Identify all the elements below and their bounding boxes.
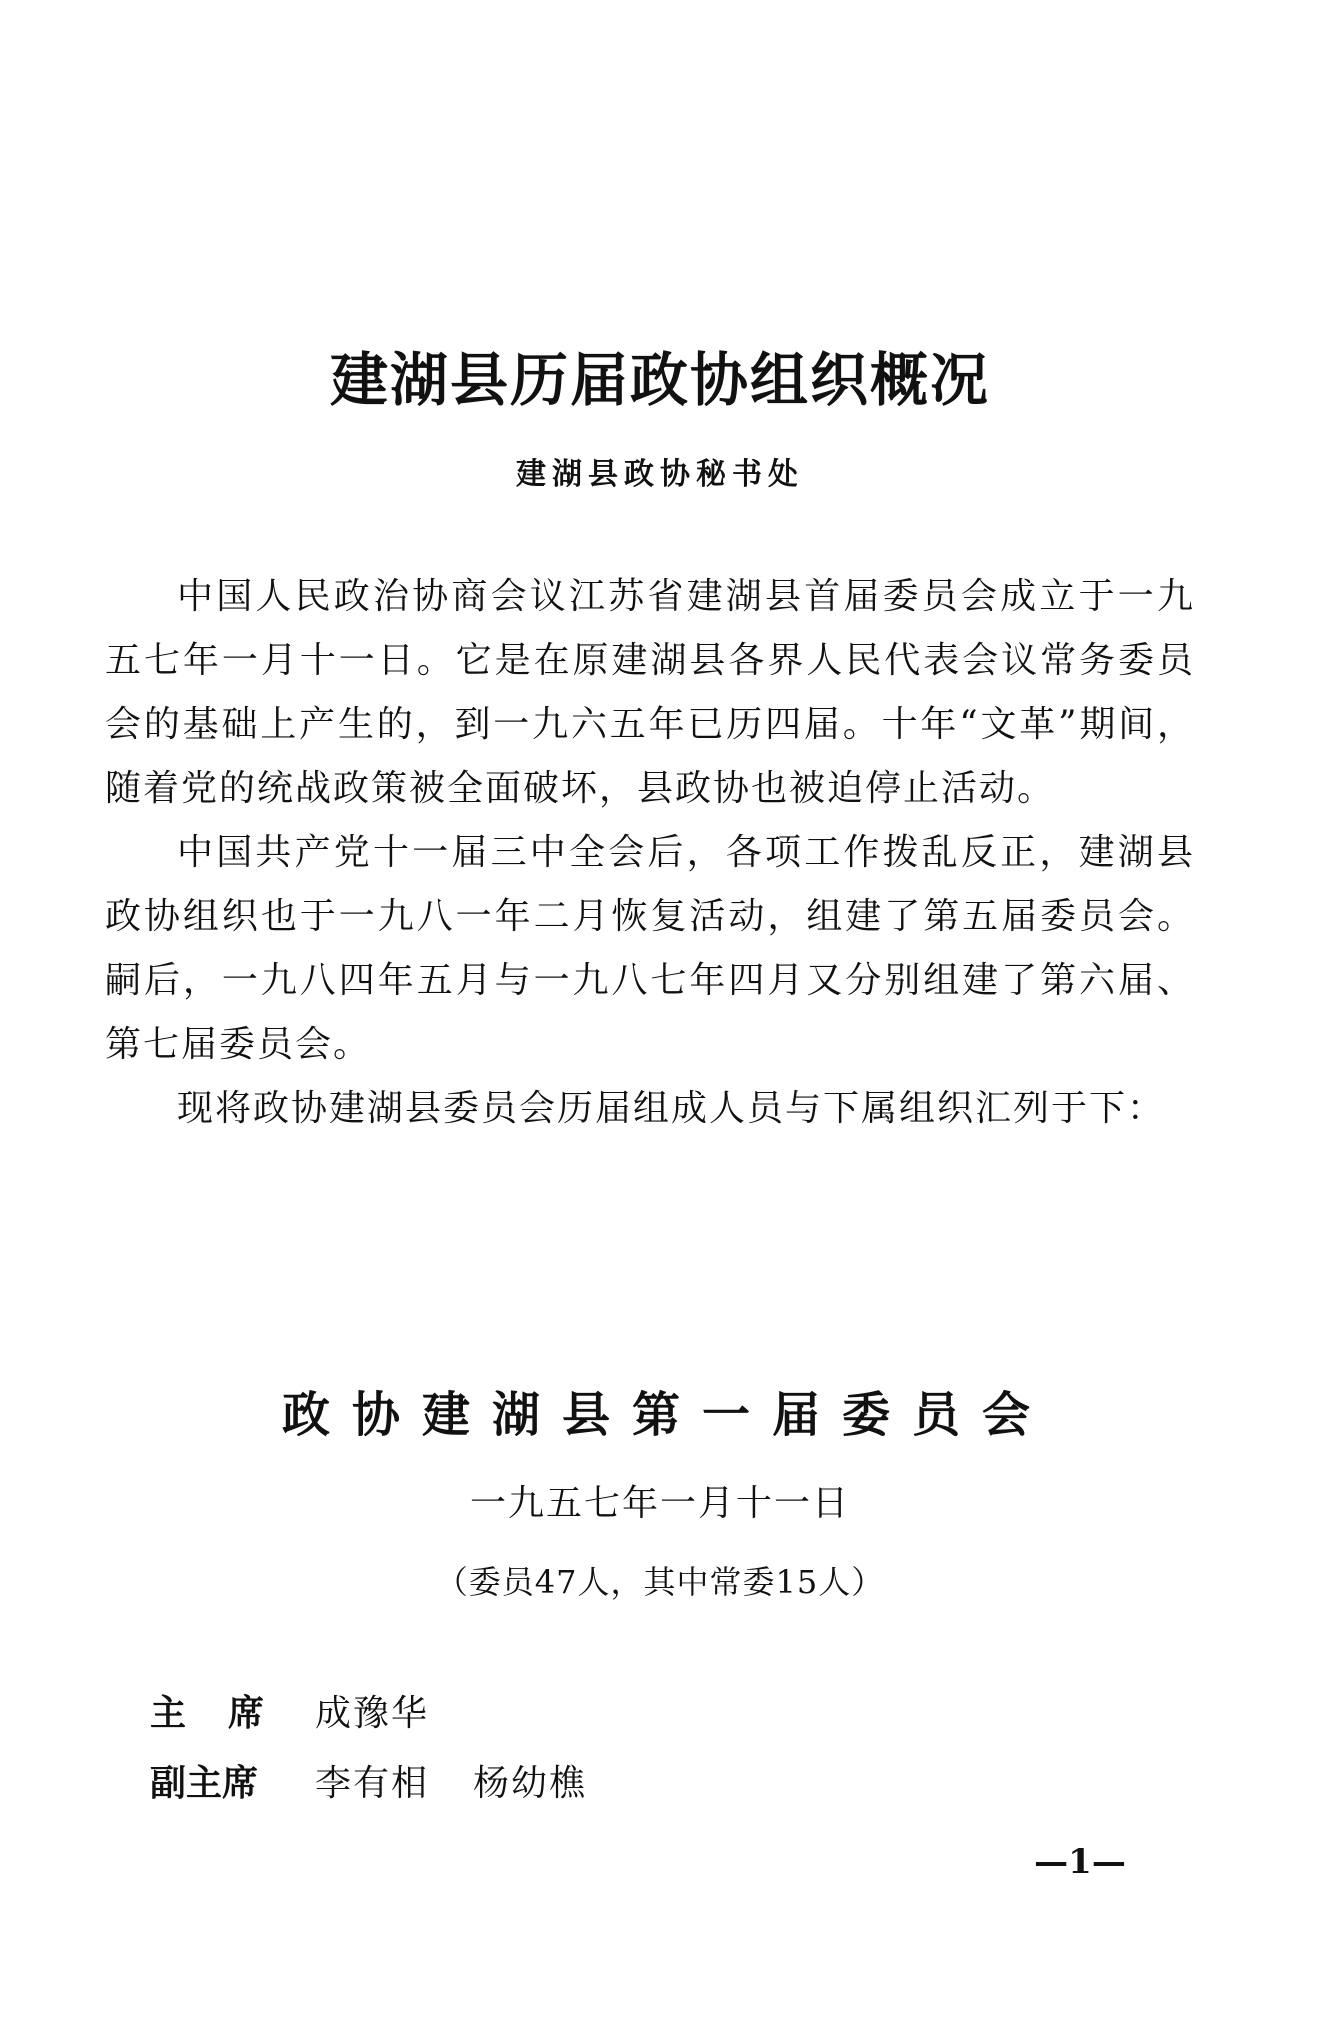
roster-names — [315, 1755, 587, 1806]
roster-row-vice-chairman — [150, 1745, 1050, 1815]
roster-row-chairman — [150, 1675, 1050, 1745]
page-number: —1— — [1034, 1842, 1126, 1882]
roster-role: 主席 — [150, 1691, 307, 1734]
document-author: 建湖县政协秘书处 — [516, 457, 804, 492]
paragraph-2: 中国共产党十一届三中全会后，各项工作拨乱反正，建湖县政协组织也于一九八一年二月恢复活动，组建了第五届委员会。嗣后，一九八四年五月与一九八七年四月又分别组建了第六届、第七届委员会。 — [105, 832, 1195, 1065]
section-note: （委员47人，其中常委15人） — [435, 1563, 885, 1601]
roster-names — [315, 1685, 429, 1736]
roster-role: 副主席 — [150, 1761, 259, 1804]
paragraph-3: 现将政协建湖县委员会历届组成人员与下属组织汇列于下： — [177, 1088, 1166, 1129]
document-title: 建湖县历届政协组织概况 — [329, 346, 990, 414]
document-body — [105, 565, 1195, 1141]
section-title: 政协建湖县第一届委员会 — [281, 1387, 1052, 1443]
section-date: 一九五七年一月十一日 — [469, 1483, 850, 1524]
roster-name: 杨幼樵 — [473, 1762, 588, 1804]
roster-name: 李有相 — [315, 1762, 430, 1804]
roster — [150, 1675, 1050, 1815]
roster-name: 成豫华 — [315, 1692, 430, 1734]
paragraph-1: 中国人民政治协商会议江苏省建湖县首届委员会成立于一九五七年一月十一日。它是在原建湖县各界人民代表会议常务委员会的基础上产生的，到一九六五年已历四届。十年“文革”期间，随着党的统战政策被全面破坏，县政协也被迫停止活动。 — [105, 576, 1195, 809]
